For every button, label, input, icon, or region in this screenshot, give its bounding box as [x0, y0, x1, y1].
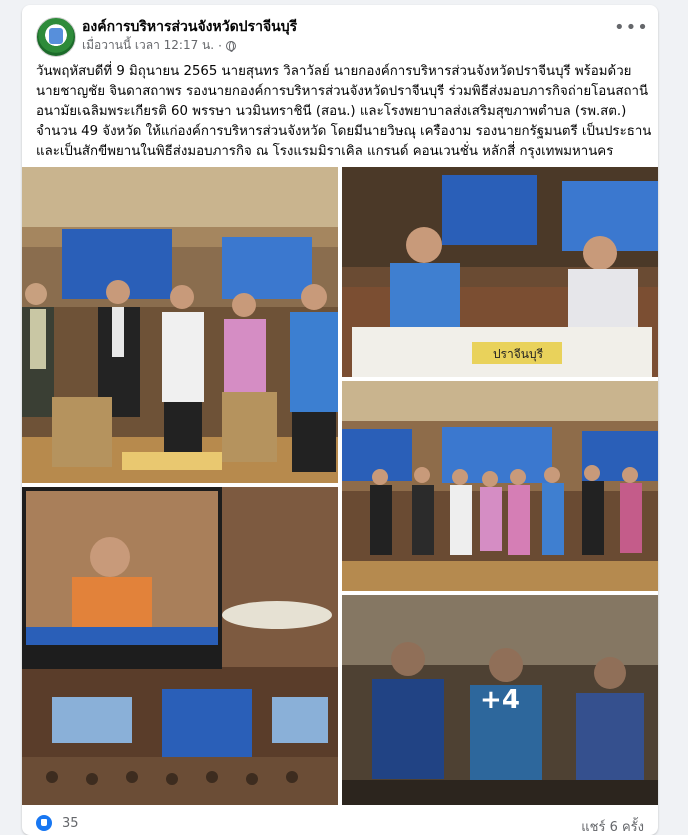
- post-text: [36, 62, 652, 162]
- post-text-line: วันพฤหัสบดีที่ 9 มิถุนายน 2565 นายสุนทร วิลาวัลย์ นายกองค์การบริหารส่วนจังหวัดปราจีนบุรี พร้อมด้วย: [36, 64, 632, 79]
- page-avatar[interactable]: [36, 17, 76, 57]
- meta-separator: ·: [218, 38, 222, 53]
- photo-seated-three[interactable]: [342, 595, 658, 805]
- more-dots-icon: •••: [614, 17, 649, 38]
- post-text-line: จำนวน 49 จังหวัด ให้แก่องค์การบริหารส่วนจังหวัด โดยมีนายวิษณุ เครืองาม รองนายกรัฐมนตรี เป็นประธาน: [36, 124, 652, 139]
- post-meta: [82, 36, 236, 55]
- more-options-button[interactable]: [614, 17, 649, 43]
- photo-speaker-screen[interactable]: [22, 487, 338, 805]
- photo-group-standing[interactable]: [22, 167, 338, 483]
- post-card: [22, 5, 658, 835]
- post-timestamp[interactable]: เมื่อวานนี้ เวลา 12:17 น.: [82, 38, 215, 52]
- photo-group-stage[interactable]: [342, 381, 658, 591]
- page-name-link[interactable]: องค์การบริหารส่วนจังหวัดปราจีนบุรี: [82, 19, 298, 35]
- post-text-line: อนามัยเฉลิมพระเกียรติ 60 พรรษา นวมินทราชินี (สอน.) และโรงพยาบาลส่งเสริมสุขภาพตำบล (รพ.สต.): [36, 104, 627, 119]
- post-text-line: และเป็นสักขีพยานในพิธีส่งมอบภารกิจ ณ โรงแรมมิราเคิล แกรนด์ คอนเวนชั่น หลักสี่ กรุงเทพมหานคร: [36, 144, 614, 159]
- more-photos-overlay[interactable]: [342, 595, 658, 805]
- reaction-count[interactable]: 35: [62, 816, 79, 831]
- share-count[interactable]: แชร์ 6 ครั้ง: [581, 820, 644, 835]
- post-text-line: นายชาญชัย จินดาสถาพร รองนายกองค์การบริหารส่วนจังหวัดปราจีนบุรี ร่วมพิธีส่งมอบภารกิจถ่ายโอนสถานี: [36, 84, 649, 99]
- globe-icon: [226, 41, 236, 51]
- photo-signing[interactable]: [342, 167, 658, 377]
- post-header: [22, 5, 658, 57]
- photo-grid: [22, 167, 658, 807]
- desk-sign: ปราจีนบุรี: [492, 347, 544, 361]
- like-icon[interactable]: [36, 815, 52, 831]
- more-photos-count: +4: [480, 685, 520, 715]
- post-footer: [22, 811, 658, 835]
